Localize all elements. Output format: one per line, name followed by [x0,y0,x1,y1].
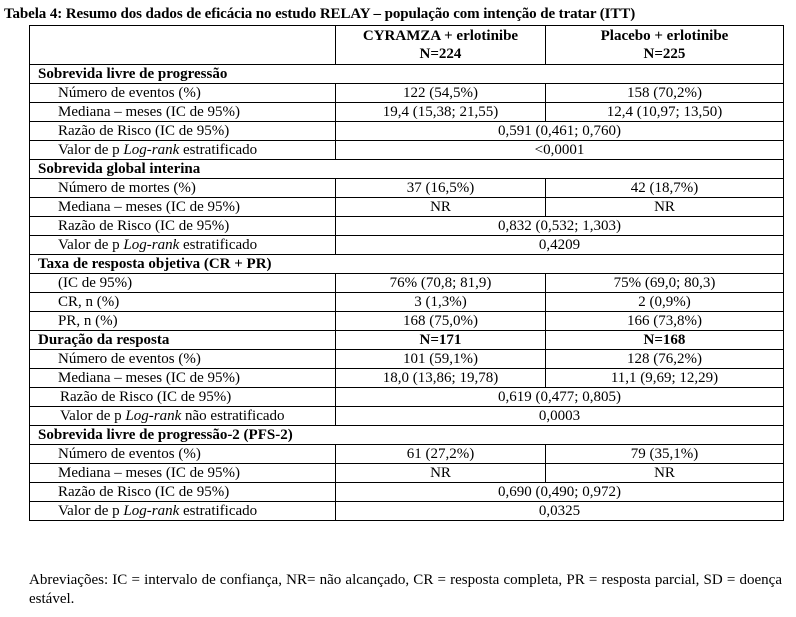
cell-placebo: 75% (69,0; 80,3) [546,274,784,293]
abbreviations-note: Abreviações: IC = intervalo de confiança, NR= não alcançado, CR = resposta completa, PR = resposta parcial, SD = doença estável. [29,572,782,607]
cell-merged: 0,4209 [336,236,784,255]
table-row [30,122,784,141]
row-label: Razão de Risco (IC de 95%) [30,122,336,141]
section-row-pfs2 [30,426,784,445]
row-label: Número de eventos (%) [30,84,336,103]
header-placebo-name: Placebo + erlotinibe [600,28,729,44]
table-row [30,350,784,369]
cell-placebo: 79 (35,1%) [546,445,784,464]
cell-cyramza: 168 (75,0%) [336,312,546,331]
cell-placebo-n: N=168 [546,331,784,350]
row-label: CR, n (%) [30,293,336,312]
cell-placebo: NR [546,198,784,217]
row-label [30,141,336,160]
label-part: Valor de p [58,236,124,253]
label-part: estratificado [179,141,258,158]
table-row [30,179,784,198]
table-row [30,483,784,502]
header-placebo [546,26,784,65]
cell-placebo: 2 (0,9%) [546,293,784,312]
table-row [30,502,784,521]
row-label [30,502,336,521]
table-row [30,369,784,388]
cell-cyramza: 76% (70,8; 81,9) [336,274,546,293]
row-label: PR, n (%) [30,312,336,331]
cell-cyramza: 3 (1,3%) [336,293,546,312]
label-italic: Log-rank [123,502,180,519]
row-label [30,236,336,255]
table-header-row [30,26,784,65]
cell-placebo: 11,1 (9,69; 12,29) [546,369,784,388]
row-label [30,407,336,426]
label-part: Valor de p [60,407,126,424]
row-label: Número de eventos (%) [30,350,336,369]
cell-cyramza-n: N=171 [336,331,546,350]
row-label: Número de mortes (%) [30,179,336,198]
row-label: Razão de Risco (IC de 95%) [30,388,336,407]
cell-placebo: 12,4 (10,97; 13,50) [546,103,784,122]
label-italic: Log-rank [125,407,182,424]
table-row [30,103,784,122]
table-row [30,293,784,312]
table-row [30,388,784,407]
cell-cyramza: NR [336,464,546,483]
cell-cyramza: 122 (54,5%) [336,84,546,103]
label-italic: Log-rank [123,141,180,158]
row-label: Razão de Risco (IC de 95%) [30,217,336,236]
cell-cyramza: NR [336,198,546,217]
table-row [30,312,784,331]
row-label: Mediana – meses (IC de 95%) [30,103,336,122]
header-empty-cell [30,26,336,65]
cell-placebo: 42 (18,7%) [546,179,784,198]
header-cyramza [336,26,546,65]
header-cyramza-name: CYRAMZA + erlotinibe [362,28,519,44]
section-title-pfs: Sobrevida livre de progressão [30,65,784,84]
cell-placebo: 128 (76,2%) [546,350,784,369]
cell-cyramza: 101 (59,1%) [336,350,546,369]
row-label: Mediana – meses (IC de 95%) [30,369,336,388]
row-label: Número de eventos (%) [30,445,336,464]
label-italic: Log-rank [123,236,180,253]
cell-merged: 0,0325 [336,502,784,521]
table-row [30,236,784,255]
cell-placebo: 166 (73,8%) [546,312,784,331]
cell-cyramza: 61 (27,2%) [336,445,546,464]
table-row [30,198,784,217]
table-row [30,141,784,160]
table-caption: Tabela 4: Resumo dos dados de eficácia no estudo RELAY – população com intenção de tratar (ITT) [4,6,636,22]
row-label: (IC de 95%) [30,274,336,293]
efficacy-table [29,25,784,521]
cell-cyramza: 19,4 (15,38; 21,55) [336,103,546,122]
label-part: Valor de p [58,502,124,519]
section-title-pfs2: Sobrevida livre de progressão-2 (PFS-2) [30,426,784,445]
section-row-orr [30,255,784,274]
section-row-os [30,160,784,179]
cell-placebo: NR [546,464,784,483]
cell-merged: <0,0001 [336,141,784,160]
section-title-os: Sobrevida global interina [30,160,784,179]
row-label: Mediana – meses (IC de 95%) [30,464,336,483]
row-label: Razão de Risco (IC de 95%) [30,483,336,502]
label-part: não estratificado [181,407,285,424]
section-title-orr: Taxa de resposta objetiva (CR + PR) [30,255,784,274]
label-part: estratificado [179,502,258,519]
label-part: Valor de p [58,141,124,158]
cell-merged: 0,0003 [336,407,784,426]
table-row [30,464,784,483]
cell-cyramza: 37 (16,5%) [336,179,546,198]
table-row [30,84,784,103]
section-title-dor: Duração da resposta [30,331,336,350]
table-row [30,274,784,293]
cell-merged: 0,591 (0,461; 0,760) [336,122,784,141]
row-label: Mediana – meses (IC de 95%) [30,198,336,217]
table-row [30,407,784,426]
header-placebo-n: N=225 [643,46,686,62]
label-part: estratificado [179,236,258,253]
cell-merged: 0,832 (0,532; 1,303) [336,217,784,236]
cell-merged: 0,619 (0,477; 0,805) [336,388,784,407]
cell-placebo: 158 (70,2%) [546,84,784,103]
section-row-dor [30,331,784,350]
header-cyramza-n: N=224 [419,46,462,62]
section-row-pfs [30,65,784,84]
cell-merged: 0,690 (0,490; 0,972) [336,483,784,502]
cell-cyramza: 18,0 (13,86; 19,78) [336,369,546,388]
table-row [30,217,784,236]
table-row [30,445,784,464]
